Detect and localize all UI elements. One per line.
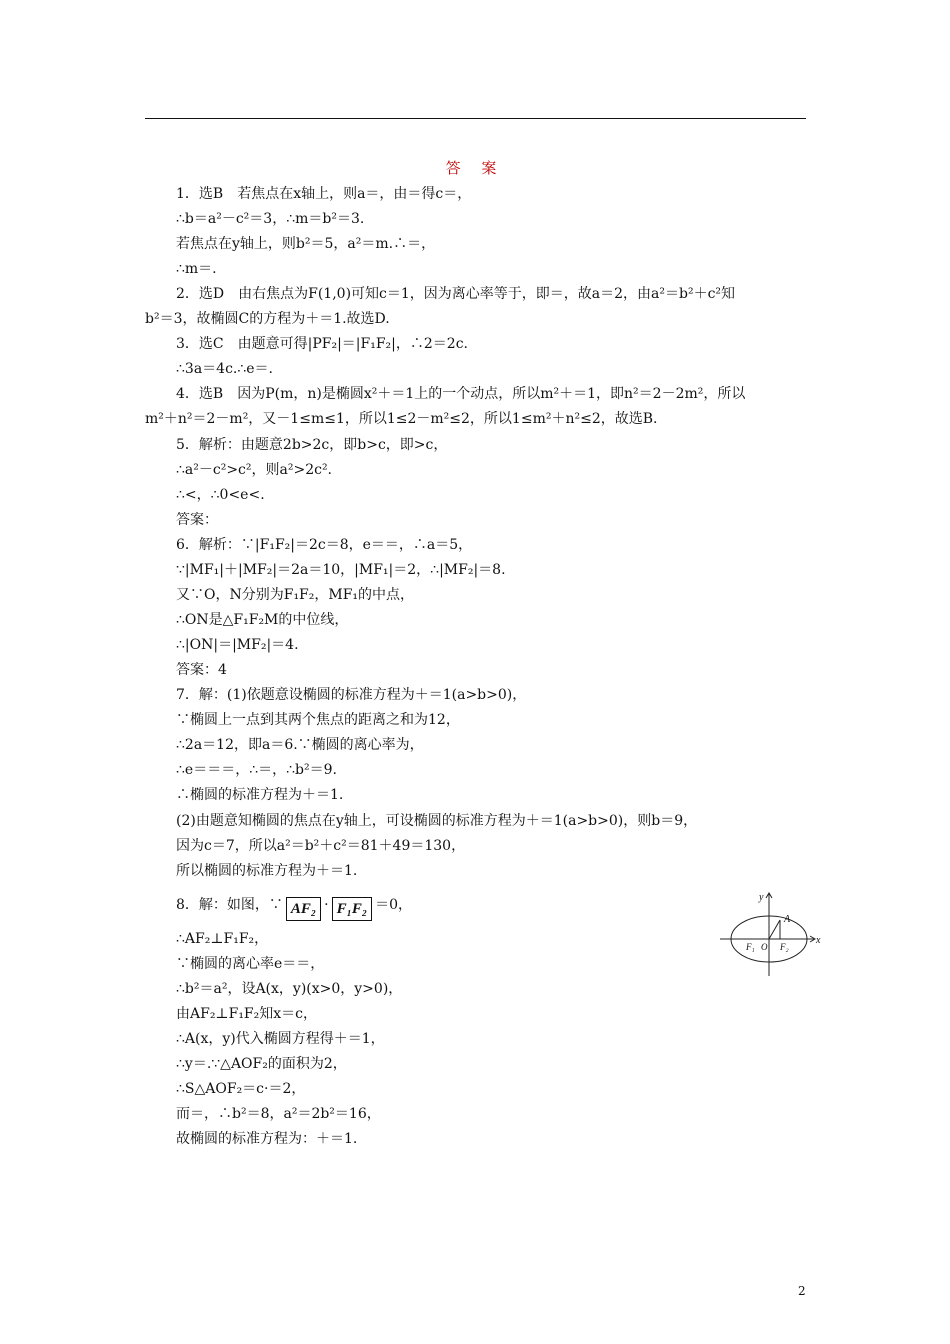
text-line: 若焦点在y轴上，则b²＝5，a²＝m.∴＝， — [176, 236, 436, 252]
text-line: ∴|ON|＝|MF₂|＝4. — [176, 637, 299, 653]
origin-label: O — [761, 942, 768, 952]
text-line: ∴3a＝4c.∴e＝. — [176, 361, 274, 377]
y-axis-label: y — [759, 892, 764, 903]
text-line: b²＝3，故椭圆C的方程为＋＝1.故选D. — [145, 311, 390, 327]
text-line: 2．选D 由右焦点为F(1,0)可知c＝1，因为离心率等于，即＝，故a＝2，由a²＝b²＋c²知 — [176, 286, 736, 302]
point-a-label: A — [784, 914, 791, 925]
dot-product-symbol: · — [324, 897, 329, 913]
text-line: ∴AF₂⊥F₁F₂， — [176, 931, 269, 947]
f2-label: F₂ — [780, 942, 789, 952]
text-line: 而＝，∴b²＝8，a²＝2b²＝16， — [176, 1106, 381, 1122]
segment-oa — [769, 920, 780, 939]
text-line: ∵椭圆上一点到其两个焦点的距离之和为12， — [176, 712, 460, 728]
line8-prefix: 8．解：如图，∵ — [176, 897, 283, 913]
header-rule — [145, 118, 806, 119]
text-line: 答案：4 — [176, 662, 227, 678]
vector-equation-line — [176, 892, 412, 921]
line8-suffix: ＝0， — [375, 897, 413, 913]
text-line: ∴A(x，y)代入椭圆方程得＋＝1， — [176, 1031, 385, 1047]
text-line: ∴椭圆的标准方程为＋＝1. — [176, 787, 344, 803]
text-line: ∵|MF₁|＋|MF₂|＝2a＝10，|MF₁|＝2，∴|MF₂|＝8. — [176, 562, 506, 578]
text-line: ∴2a＝12，即a＝6.∵椭圆的离心率为， — [176, 737, 424, 753]
page-number: 2 — [798, 1284, 806, 1298]
text-line: 3．选C 由题意可得|PF₂|＝|F₁F₂|，∴2＝2c. — [176, 336, 468, 352]
text-line: ∴S△AOF₂＝c·＝2， — [176, 1081, 306, 1097]
text-line: 由AF₂⊥F₁F₂知x＝c， — [176, 1006, 317, 1022]
text-line: 因为c＝7，所以a²＝b²＋c²＝81＋49＝130， — [176, 838, 466, 854]
text-line: ∴y＝.∵△AOF₂的面积为2， — [176, 1056, 347, 1072]
ellipse-figure — [718, 888, 822, 978]
vector-af2-box: AF₂ — [286, 897, 321, 921]
text-line: 5．解析：由题意2b>2c，即b>c，即>c， — [176, 437, 448, 453]
text-line: m²＋n²＝2－m²，又－1≤m≤1，所以1≤2－m²≤2，所以1≤m²＋n²≤2，故选B. — [145, 411, 658, 427]
x-axis-label: x — [816, 935, 821, 946]
text-line: 4．选B 因为P(m，n)是椭圆x²＋＝1上的一个动点，所以m²＋＝1，即n²＝2－2m²，所以 — [176, 386, 746, 402]
text-line: 7．解：(1)依题意设椭圆的标准方程为＋＝1(a>b>0)， — [176, 687, 527, 703]
text-line: 故椭圆的标准方程为：＋＝1. — [176, 1131, 358, 1147]
text-line: ∴m＝. — [176, 261, 217, 277]
text-line: 所以椭圆的标准方程为＋＝1. — [176, 863, 358, 879]
text-line: 1．选B 若焦点在x轴上，则a＝，由＝得c＝， — [176, 186, 472, 202]
text-line: (2)由题意知椭圆的焦点在y轴上，可设椭圆的标准方程为＋＝1(a>b>0)，则b＝9， — [176, 813, 698, 829]
text-line: 又∵O，N分别为F₁F₂，MF₁的中点， — [176, 587, 415, 603]
text-line: ∴e＝＝＝，∴＝，∴b²＝9. — [176, 762, 337, 778]
text-line: ∴a²－c²>c²，则a²>2c². — [176, 462, 333, 478]
text-line: ∴<，∴0<e<. — [176, 487, 265, 503]
vector-f1f2-box: F₁F₂ — [332, 897, 372, 921]
text-line: ∵椭圆的离心率e＝＝， — [176, 956, 325, 972]
text-line: ∴b＝a²－c²＝3，∴m＝b²＝3. — [176, 211, 365, 227]
text-line: 6．解析：∵|F₁F₂|＝2c＝8，e＝＝，∴a＝5， — [176, 537, 473, 553]
text-line: ∴b²＝a²，设A(x，y)(x>0，y>0)， — [176, 981, 403, 997]
f1-label: F₁ — [746, 942, 755, 952]
text-line: ∴ON是△F₁F₂M的中位线， — [176, 612, 349, 628]
answer-title: 答 案 — [445, 159, 505, 177]
text-line: 答案： — [176, 512, 218, 528]
